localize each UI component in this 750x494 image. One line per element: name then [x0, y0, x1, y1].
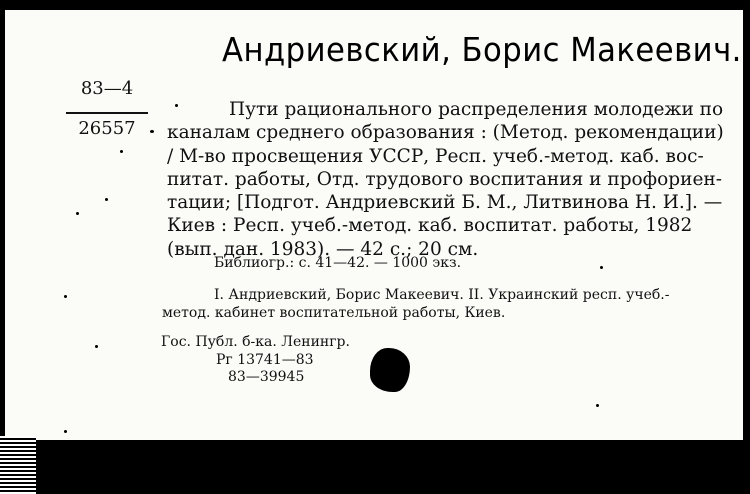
description-line: каналам среднего образования : (Метод. рекомендации) — [167, 122, 724, 144]
speck — [76, 212, 79, 215]
library-code: Рг 13741—83 — [216, 351, 314, 368]
library-stamp — [161, 334, 350, 387]
tracing-line: метод. кабинет воспитательной работы, Киев. — [162, 305, 506, 321]
speck — [150, 130, 154, 133]
bibliography-note: Библиогр.: с. 41—42. — 1000 экз. — [214, 255, 462, 271]
speck — [710, 455, 713, 458]
library-name: Гос. Публ. б-ка. Ленингр. — [161, 334, 350, 350]
divider — [66, 112, 148, 114]
handwritten-author-heading: Андриевский, Борис Макеевич. — [222, 30, 742, 69]
scan-edge-stripes — [0, 436, 36, 494]
description-line: Пути рационального распределения молодежи по — [229, 99, 724, 120]
bibliographic-description — [167, 98, 727, 261]
speck — [95, 345, 98, 348]
description-line: тации; [Подгот. Андриевский Б. М., Литвинова Н. И.]. — — [167, 192, 723, 214]
inventory-number: 26557 — [78, 118, 136, 139]
tracing-line: I. Андриевский, Борис Макеевич. II. Украинский респ. учеб.- — [214, 287, 670, 303]
speck — [596, 404, 599, 407]
shelf-mark — [66, 78, 148, 140]
speck — [175, 104, 178, 107]
library-code: 83—39945 — [228, 369, 305, 385]
speck — [64, 430, 67, 433]
description-line: питат. работы, Отд. трудового воспитания и профориен- — [167, 168, 722, 190]
speck — [120, 150, 123, 153]
speck — [600, 266, 603, 269]
class-number: 83—4 — [80, 78, 134, 99]
description-line: / М-во просвещения УССР, Респ. учеб.-метод. каб. вос- — [167, 145, 704, 167]
speck — [430, 445, 433, 448]
speck — [105, 198, 108, 201]
description-line: (вып. дан. 1983). — 42 с.; 20 см. — [167, 238, 479, 260]
speck — [64, 295, 67, 298]
ink-blot — [370, 348, 410, 392]
tracings — [162, 286, 727, 322]
description-line: Киев : Респ. учеб.-метод. каб. воспитат. работы, 1982 — [167, 215, 693, 237]
